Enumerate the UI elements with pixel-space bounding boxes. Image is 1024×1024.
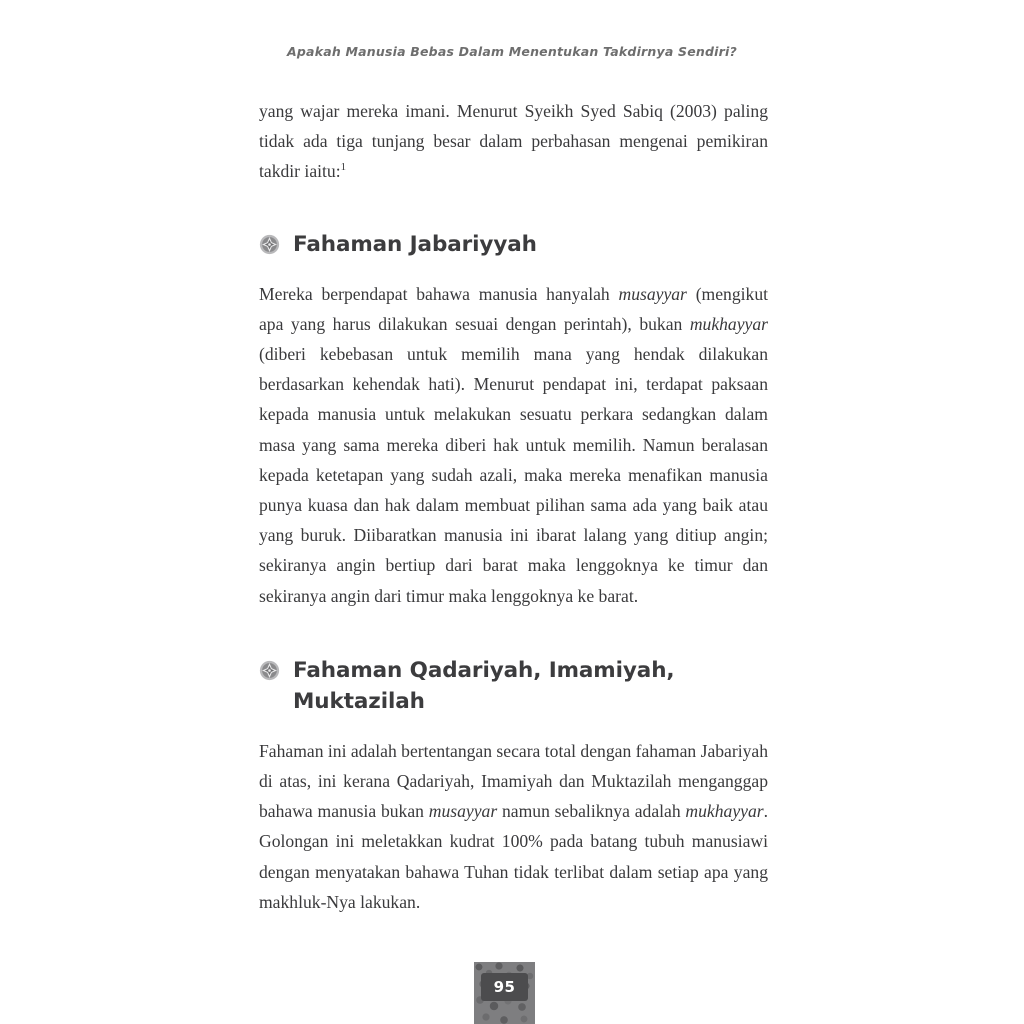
section-heading-label: Fahaman Jabariyyah [293, 231, 537, 257]
ornament-star-icon [259, 660, 280, 681]
paragraph-text: namun sebaliknya adalah [497, 801, 686, 822]
italic-term: musayyar [428, 801, 498, 822]
italic-term: mukhayyar [689, 313, 768, 334]
running-header: Apakah Manusia Bebas Dalam Menentukan Takdirnya Sendiri? [287, 44, 737, 59]
spacer [259, 717, 768, 736]
intro-paragraph [259, 96, 768, 187]
footnote-marker: 1 [340, 161, 347, 174]
paragraph-text: (mengikut apa yang harus dilakukan sesuai dengan perintah), bukan [259, 283, 769, 334]
page-number: 95 [493, 978, 516, 996]
page-number-badge [474, 962, 535, 1024]
section-heading-jabariyyah [259, 229, 768, 260]
intro-paragraph-text: yang wajar mereka imani. Menurut Syeikh Syed Sabiq (2003) paling tidak ada tiga tunjang besar dalam perbahasan mengenai pemikiran takdir iaitu: [259, 101, 768, 182]
section-paragraph-qadariyah [259, 736, 768, 917]
paragraph-text: Mereka berpendapat bahawa manusia hanyalah [259, 283, 619, 304]
paragraph-text: . Golongan ini meletakkan kudrat 100% pada batang tubuh manusiawi dengan menyatakan bahawa Tuhan tidak terlibat dalam setiap apa yang makhluk-Nya lakukan. [259, 801, 768, 912]
spacer [259, 187, 768, 229]
spacer [259, 260, 768, 279]
italic-term: musayyar [618, 283, 687, 304]
paragraph-text: Fahaman ini adalah bertentangan secara total dengan fahaman Jabariyah di atas, ini kerana Qadariyah, Imamiyah dan Muktazilah menganggap bahawa manusia bukan [259, 740, 769, 822]
text-column [259, 96, 768, 917]
section-heading-qadariyah [259, 655, 768, 717]
italic-term: mukhayyar [685, 801, 764, 822]
ornament-star-icon [259, 234, 280, 255]
spacer [259, 611, 768, 655]
paragraph-text: (diberi kebebasan untuk memilih mana yang hendak dilakukan berdasarkan kehendak hati). Menurut pendapat ini, terdapat paksaan kepada manusia untuk melakukan sesuatu perkara sedangkan dalam masa yang sama mereka diberi hak untuk memilih. Namun beralasan kepada ketetapan yang sudah azali, maka mereka menafikan manusia punya kuasa dan hak dalam membuat pilihan sama ada yang baik atau yang buruk. Diibaratkan manusia ini ibarat lalang yang ditiup angin; sekiranya angin bertiup dari barat maka lenggoknya ke timur dan sekiranya angin dari timur maka lenggoknya ke barat. [259, 344, 768, 606]
section-paragraph-jabariyyah [259, 279, 768, 611]
section-heading-label: Fahaman Qadariyah, Imamiyah, Muktazilah [293, 657, 675, 714]
